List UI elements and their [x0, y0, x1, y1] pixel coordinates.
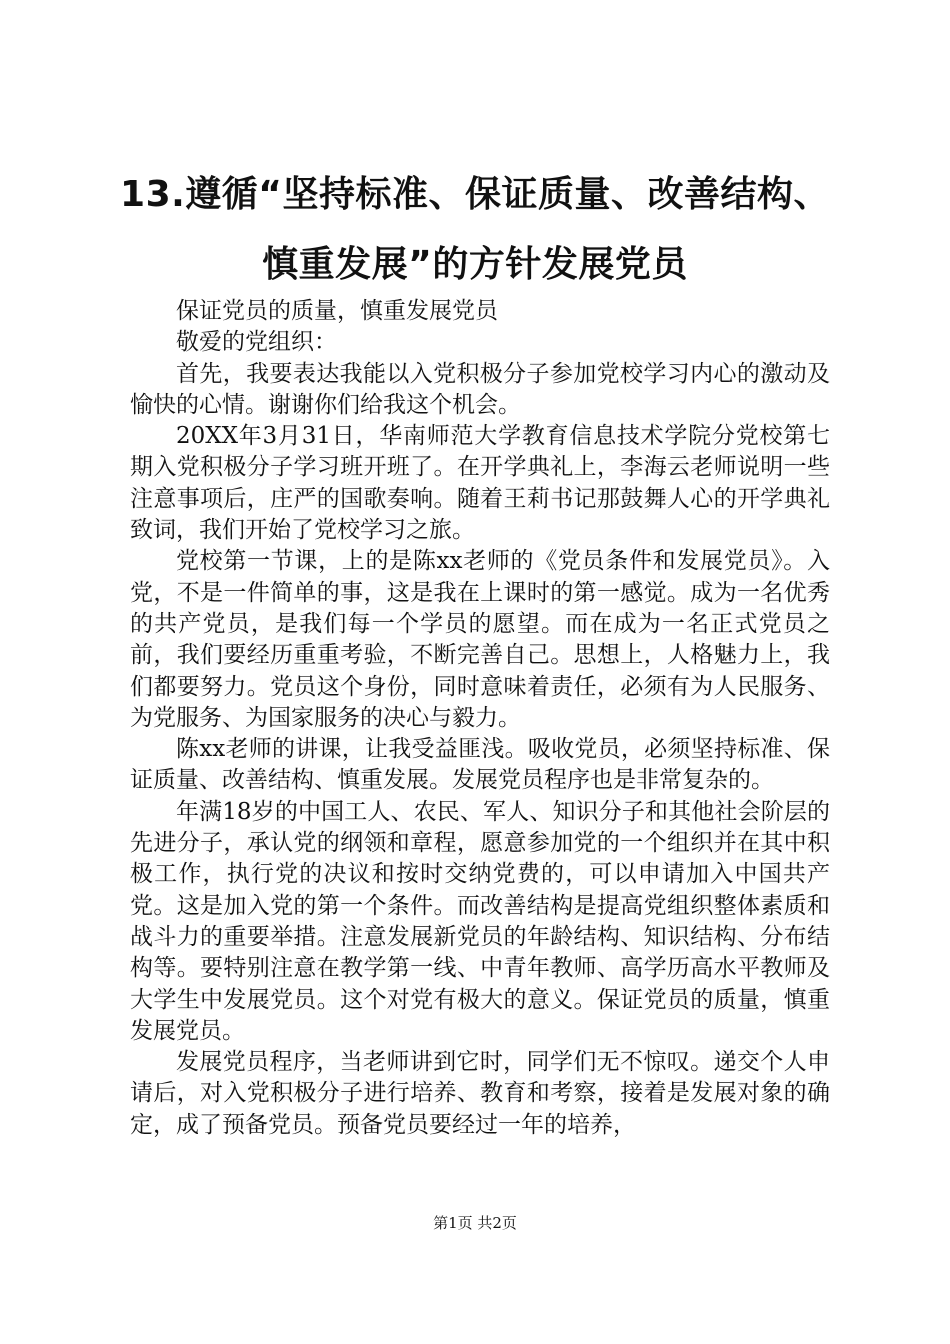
paragraph: 年满18岁的中国工人、农民、军人、知识分子和其他社会阶层的先进分子，承认党的纲领和章程，愿意参加党的一个组织并在其中积极工作，执行党的决议和按时交纳党费的，可以申请加入中国共产党。这是加入党的第一个条件。而改善结构是提高党组织整体素质和战斗力的重要举措。注意发展新党员的年龄结构、知识结构、分布结构等。要特别注意在教学第一线、中青年教师、高学历高水平教师及大学生中发展党员。这个对党有极大的意义。保证党员的质量，慎重发展党员。	[130, 798, 830, 1044]
paragraph: 20XX年3月31日，华南师范大学教育信息技术学院分党校第七期入党积极分子学习班开班了。在开学典礼上，李海云老师说明一些注意事项后，庄严的国歌奏响。随着王莉书记那鼓舞人心的开学典礼致词，我们开始了党校学习之旅。	[130, 423, 830, 544]
paragraph-subtitle: 保证党员的质量，慎重发展党员	[176, 298, 498, 324]
title-line-1: 13.遵循“坚持标准、保证质量、改善结构、	[120, 174, 830, 215]
paragraph: 首先，我要表达我能以入党积极分子参加党校学习内心的激动及愉快的心情。谢谢你们给我这个机会。	[130, 360, 830, 418]
paragraph-salutation: 敬爱的党组织：	[176, 329, 337, 356]
title-line-2: 慎重发展”的方针发展党员	[262, 244, 688, 285]
paragraph: 陈xx老师的讲课，让我受益匪浅。吸收党员，必须坚持标准、保证质量、改善结构、慎重发展。发展党员程序也是非常复杂的。	[130, 736, 830, 794]
paragraph: 党校第一节课，上的是陈xx老师的《党员条件和发展党员》。入党，不是一件简单的事，这是我在上课时的第一感觉。成为一名优秀的共产党员，是我们每一个学员的愿望。而在成为一名正式党员之前，我们要经历重重考验，不断完善自己。思想上，人格魅力上，我们都要努力。党员这个身份，同时意味着责任，必须有为人民服务、为党服务、为国家服务的决心与毅力。	[130, 548, 830, 731]
document-body	[130, 296, 830, 1141]
document-title	[60, 160, 890, 300]
page-footer: 第1页 共2页	[433, 1214, 517, 1232]
paragraph: 发展党员程序，当老师讲到它时，同学们无不惊叹。递交个人申请后，对入党积极分子进行培养、教育和考察，接着是发展对象的确定，成了预备党员。预备党员要经过一年的培养，	[130, 1049, 830, 1138]
